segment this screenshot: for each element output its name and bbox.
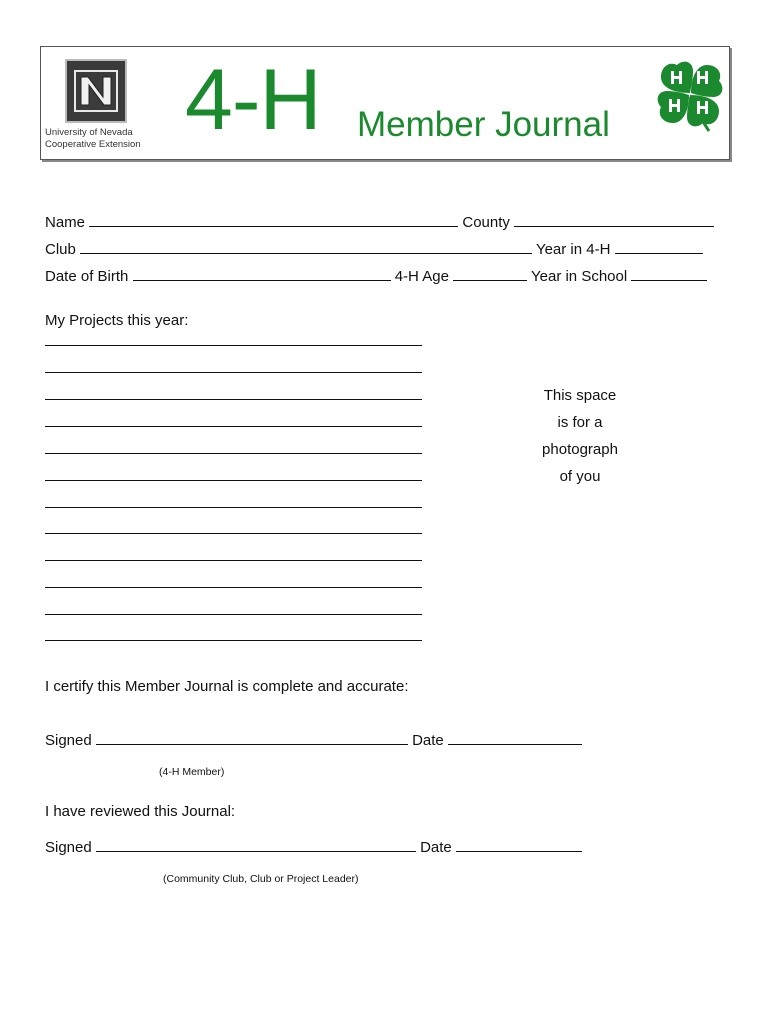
county-field[interactable] (514, 213, 714, 227)
age-field[interactable] (453, 267, 527, 281)
member-date-label: Date (412, 732, 444, 749)
project-line[interactable] (45, 426, 422, 427)
certify-statement: I certify this Member Journal is complete and accurate: (45, 678, 409, 695)
leader-signature-row (45, 838, 582, 857)
unr-n-logo (65, 59, 127, 123)
photo-text-2: is for a (557, 414, 603, 431)
project-line[interactable] (45, 345, 422, 346)
four-leaf-clover-icon (653, 57, 727, 135)
year-in-4h-label: Year in 4-H (535, 241, 611, 258)
photo-text-4: of you (559, 468, 601, 485)
dob-age-school-row (45, 267, 707, 286)
name-label: Name (45, 214, 86, 231)
project-line[interactable] (45, 372, 422, 373)
project-line[interactable] (45, 453, 422, 454)
leader-date-label: Date (420, 839, 452, 856)
member-role-caption: (4-H Member) (159, 766, 225, 778)
member-signature-field[interactable] (96, 731, 408, 745)
dob-field[interactable] (133, 267, 391, 281)
member-signed-label: Signed (45, 732, 92, 749)
leader-signature-field[interactable] (96, 838, 416, 852)
leader-date-field[interactable] (456, 838, 582, 852)
project-line[interactable] (45, 507, 422, 508)
photo-text-1: This space (543, 387, 617, 404)
age-label: 4-H Age (394, 268, 449, 285)
projects-label: My Projects this year: (45, 312, 189, 329)
org-name (45, 127, 141, 151)
project-line[interactable] (45, 640, 422, 641)
org-line-2: Cooperative Extension (45, 139, 141, 150)
photo-placeholder (500, 382, 660, 490)
club-label: Club (45, 241, 76, 258)
leader-role-caption: (Community Club, Club or Project Leader) (163, 873, 359, 885)
leader-signed-label: Signed (45, 839, 92, 856)
club-field[interactable] (80, 240, 532, 254)
county-label: County (462, 214, 510, 231)
project-line[interactable] (45, 614, 422, 615)
header-banner (40, 46, 730, 160)
name-field[interactable] (89, 213, 458, 227)
project-line[interactable] (45, 533, 422, 534)
club-year-row (45, 240, 703, 259)
dob-label: Date of Birth (45, 268, 129, 285)
photo-text-3: photograph (542, 441, 618, 458)
project-line[interactable] (45, 399, 422, 400)
name-county-row (45, 213, 714, 232)
project-line[interactable] (45, 560, 422, 561)
review-statement: I have reviewed this Journal: (45, 803, 236, 820)
member-signature-row (45, 731, 582, 750)
title-member-journal: Member Journal (357, 105, 610, 144)
project-line[interactable] (45, 587, 422, 588)
org-line-1: University of Nevada (45, 127, 133, 138)
title-4h: 4-H (185, 52, 321, 148)
project-line[interactable] (45, 480, 422, 481)
year-in-4h-field[interactable] (615, 240, 703, 254)
year-in-school-field[interactable] (631, 267, 707, 281)
year-in-school-label: Year in School (531, 268, 628, 285)
member-date-field[interactable] (448, 731, 582, 745)
